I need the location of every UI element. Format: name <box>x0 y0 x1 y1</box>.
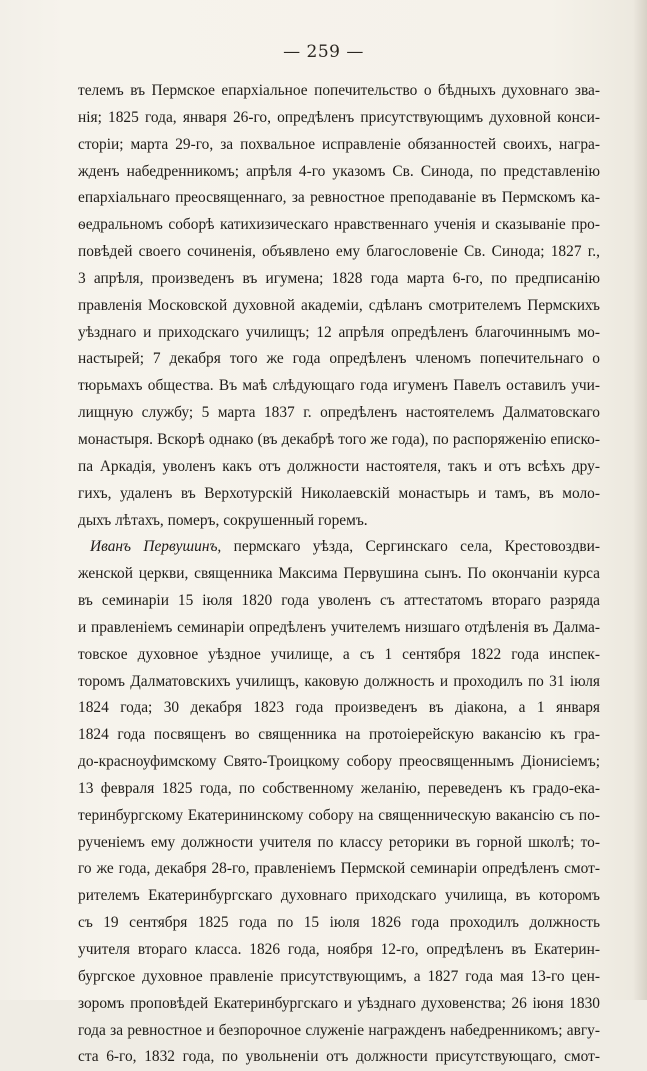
page-number: — 259 — <box>283 42 364 62</box>
text-line: товское духовное уѣздное училище, а съ 1 сентября 1822 года инспек- <box>78 645 600 663</box>
text-line: правленія Московской духовной академіи, сдѣланъ смотрителемъ Пермскихъ <box>78 296 600 314</box>
text-span: пермскаго уѣзда, Сергинскаго села, Крестовоздви- <box>233 538 600 556</box>
text-line: 1824 года; 30 декабря 1823 года произведенъ въ діакона, а 1 января <box>78 699 600 717</box>
text-line: ста 6-го, 1832 года, по увольненіи отъ должности присутствующаго, смот- <box>78 1048 600 1066</box>
text-line: сторіи; марта 29-го, за похвальное исправленіе обязанностей своихъ, награ- <box>78 135 600 153</box>
text-line: рученіемъ ему должности учителя по классу реторики въ горной школѣ; то- <box>78 833 600 851</box>
text-line: настырей; 7 декабря того же года опредѣленъ членомъ попечительнаго о <box>78 350 600 368</box>
text-line: го же года, декабря 28-го, правленіемъ Пермской семинаріи опредѣленъ смот- <box>78 860 600 878</box>
text-line: учителя втораго класса. 1826 года, ноября 12-го, опредѣленъ въ Екатерин- <box>78 941 600 958</box>
text-line: до-красноуфимскому Свято-Троицкому собору преосвященнымъ Діонисіемъ; <box>78 753 600 771</box>
text-line: теринбургскому Екатерининскому собору на священническую вакансію съ по- <box>78 806 600 824</box>
text-line: уѣзднаго и приходскаго училищъ; 12 апрѣля опредѣленъ благочиннымъ мо- <box>78 323 600 341</box>
text-line: бургское духовное правленіе присутствующимъ, а 1827 года мая 13-го цен- <box>78 967 600 985</box>
text-line: гихъ, удаленъ въ Верхотурскій Николаевскій монастырь и тамъ, въ моло- <box>78 484 600 502</box>
text-line: лищную службу; 5 марта 1837 г. опредѣленъ настоятелемъ Далматовскаго <box>78 404 600 422</box>
text-line-first <box>78 534 600 561</box>
person-name: Иванъ Первушинъ, <box>90 538 222 556</box>
text-line: тюрьмахъ общества. Въ маѣ слѣдующаго года игуменъ Павелъ оставилъ учи- <box>78 377 600 395</box>
text-line: года за ревностное и безпорочное служеніе награжденъ набедренникомъ; авгу- <box>78 1021 600 1039</box>
text-line: съ 19 сентября 1825 года по 15 іюля 1826 года проходилъ должность <box>78 914 600 932</box>
text-line: дыхъ лѣтахъ, померъ, сокрушенный горемъ. <box>78 511 368 529</box>
text-line: 13 февраля 1825 года, по собственному желанію, переведенъ къ градо-ека- <box>78 779 600 797</box>
text-line: монастыря. Вскорѣ однако (въ декабрѣ того же года), по распоряженію еписко- <box>78 430 600 448</box>
text-line: рителемъ Екатеринбургскаго духовнаго приходскаго училища, въ которомъ <box>78 887 600 905</box>
text-line: епархіальнаго преосвященнаго, за ревностное преподаваніе въ Пермскомъ ка- <box>78 189 600 207</box>
text-line: и правленіемъ семинаріи опредѣленъ учителемъ низшаго отдѣленія въ Далма- <box>78 618 600 636</box>
text-line: женской церкви, священника Максима Первушина сынъ. По окончаніи курса <box>78 565 600 583</box>
text-line: повѣдей своего сочиненія, объявлено ему благословеніе Св. Синода; 1827 г., <box>78 243 600 261</box>
page-text <box>78 78 600 1071</box>
text-line: торомъ Далматовскихъ училищъ, каковую должность и проходилъ по 31 іюля <box>78 672 600 690</box>
text-line: 1824 года посвященъ во священника на протоіерейскую вакансію къ гра- <box>78 726 600 744</box>
page-edge-shadow <box>633 0 647 1000</box>
text-line: въ семинаріи 15 іюля 1820 года уволенъ съ аттестатомъ втораго разряда <box>78 592 600 610</box>
text-line: па Аркадія, уволенъ какъ отъ должности настоятеля, такъ и отъ всѣхъ дру- <box>78 457 600 475</box>
text-line: жденъ набедренникомъ; апрѣля 4-го указомъ Св. Синода, по представленію <box>78 162 600 180</box>
text-line: ѳедральномъ соборѣ катихизическаго нравственнаго ученія и сказываніе про- <box>78 216 600 234</box>
paragraph-biography <box>78 534 600 1071</box>
text-line: зоромъ проповѣдей Екатеринбургскаго и уѣзднаго духовенства; 26 іюня 1830 <box>78 994 600 1012</box>
text-line: 3 апрѣля, произведенъ въ игумена; 1828 года марта 6-го, по предписанію <box>78 269 600 287</box>
text-line: телемъ въ Пермское епархіальное попечительство о бѣдныхъ духовнаго зва- <box>78 82 600 99</box>
paragraph-continuation <box>78 78 600 534</box>
text-line: нія; 1825 года, января 26-го, опредѣленъ присутствующимъ духовной конси- <box>78 108 600 126</box>
